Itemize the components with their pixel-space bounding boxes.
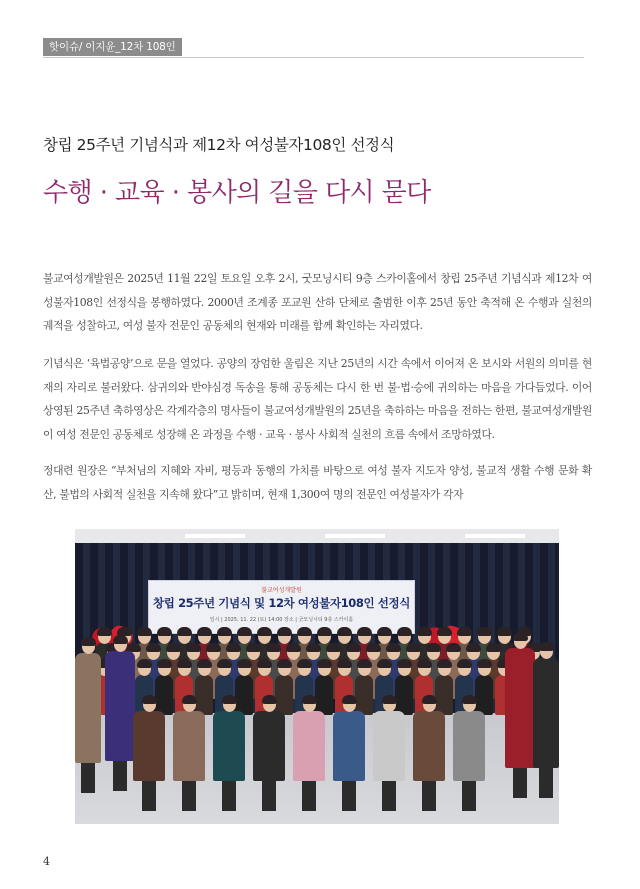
banner-details: 일시 | 2025. 11. 22 (토) 14:00 장소 | 굿모닝시티 9층 스카이홀 [209, 617, 354, 623]
header-divider [43, 57, 584, 58]
article-subtitle: 창립 25주년 기념식과 제12차 여성불자108인 선정식 [43, 136, 395, 154]
article-paragraph-3 [43, 459, 592, 506]
ceiling-light [325, 534, 385, 538]
paragraph-text: 불교여성개발원은 2025년 11월 22일 토요일 오후 2시, 굿모닝시티 9층 스카이홀에서 창립 25주년 기념식과 제12차 여성불자108인 선정식을 봉행하였다. 2000년 조계종 포교원 산하 단체로 출범한 이후 25년 동안 축적해 온 수행과 실천의 궤적을 성찰하고, 여성 불자 전문인 공동체의 현재와 미래를 함께 확인하는 자리였다. [43, 272, 592, 332]
photo-ceiling [75, 529, 559, 543]
page-number: 4 [43, 855, 50, 868]
group-photo [75, 529, 559, 824]
paragraph-text: 정대련 원장은 “부처님의 지혜와 자비, 평등과 동행의 가치를 바탕으로 여성 불자 지도자 양성, 불교적 생활 수행 문화 확산, 불법의 사회적 실천을 지속해 왔다”고 밝히며, 현재 1,300여 명의 전문인 여성불자가 각자 [43, 464, 592, 501]
ceiling-light [185, 534, 245, 538]
event-banner [148, 580, 415, 634]
banner-organizer: 불교여성개발원 [261, 587, 302, 594]
article-paragraph-2 [43, 352, 592, 446]
ceiling-light [465, 534, 525, 538]
banner-title: 창립 25주년 기념식 및 12차 여성불자108인 선정식 [153, 596, 410, 610]
section-tag: 핫이슈/ 이지윤_12차 108인 [43, 38, 182, 56]
article-paragraph-1 [43, 267, 592, 338]
paragraph-text: 기념식은 ‘육법공양’으로 문을 열었다. 공양의 장엄한 울림은 지난 25년의 시간 속에서 이어져 온 보시와 서원의 의미를 현재의 자리로 불러왔다. 삼귀의와 반야심경 독송을 통해 공동체는 다시 한 번 불·법·승에 귀의하는 마음을 가다듬었다. 이어 상영된 25주년 축하영상은 각계각층의 명사들이 불교여성개발원의 25년을 축하하는 마음을 전하는 한편, 불교여성개발원이 여성 전문인 공동체로 성장해 온 과정을 수행 · 교육 · 봉사 사회적 실천의 흐름 속에서 조망하였다. [43, 357, 592, 441]
article-headline: 수행 · 교육 · 봉사의 길을 다시 묻다 [43, 178, 431, 208]
